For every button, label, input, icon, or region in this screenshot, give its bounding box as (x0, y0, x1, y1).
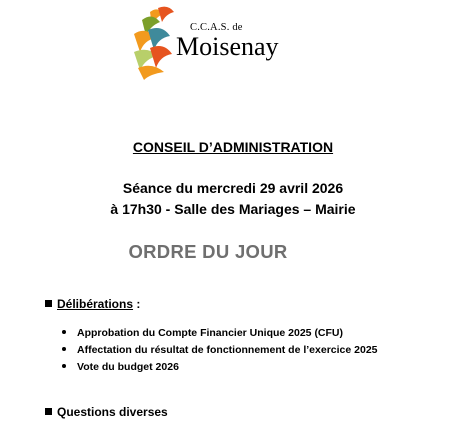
board-title (0, 139, 466, 155)
board-title-text: CONSEIL D’ADMINISTRATION (132, 139, 334, 155)
bullet-icon (62, 330, 66, 334)
list-item (62, 325, 378, 342)
section-deliberations (45, 297, 140, 311)
session-date: Séance du mercredi 29 avril 2026 (122, 180, 344, 196)
section-deliberations-label: Délibérations (57, 297, 134, 311)
list-item (62, 359, 378, 376)
list-item-text: Affectation du résultat de fonctionnement de l’exercice 2025 (77, 344, 378, 356)
ccas-logo (128, 4, 288, 80)
session-info (0, 178, 466, 220)
section-questions (45, 405, 168, 419)
bullet-icon (62, 347, 66, 351)
deliberations-list (62, 325, 378, 376)
square-bullet-icon (45, 300, 52, 307)
section-questions-label: Questions diverses (57, 405, 168, 419)
square-bullet-icon (45, 408, 52, 415)
logo-initials: C.C.A.S. de (190, 22, 243, 33)
section-colon: : (133, 297, 141, 311)
session-time-place: à 17h30 - Salle des Mariages – Mairie (110, 201, 356, 217)
list-item-text: Vote du budget 2026 (77, 361, 179, 373)
list-item-text: Approbation du Compte Financier Unique 2025 (CFU) (77, 327, 344, 339)
list-item (62, 342, 378, 359)
agenda-title: ORDRE DU JOUR (128, 241, 288, 262)
bullet-icon (62, 364, 66, 368)
logo-town-name: Moisenay (176, 32, 279, 61)
